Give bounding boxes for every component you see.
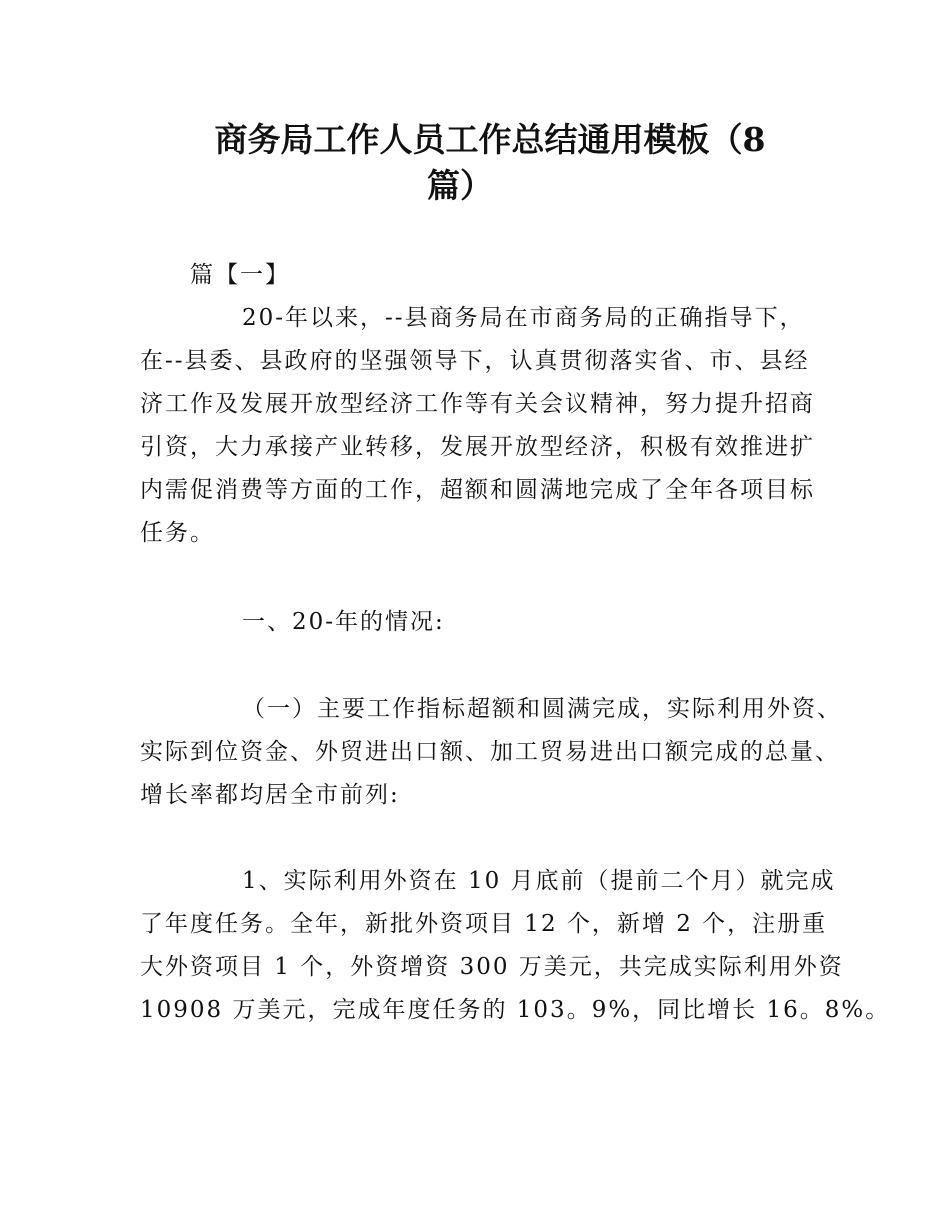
paragraph1-line: 在--县委、县政府的坚强领导下，认真贯彻落实省、市、县经	[140, 348, 810, 374]
section-heading: 篇【一】	[190, 262, 290, 288]
document-title-line1: 商务局工作人员工作总结通用模板（8	[214, 120, 766, 159]
paragraph2-line: 增长率都均居全市前列:	[140, 782, 400, 808]
paragraph3-line: 大外资项目 1 个，外资增资 300 万美元，共完成实际利用外资	[140, 954, 844, 980]
paragraph3-line: 10908 万美元，完成年度任务的 103。9%，同比增长 16。8%。	[140, 997, 891, 1023]
paragraph3-line: 1、实际利用外资在 10 月底前（提前二个月）就完成	[242, 868, 836, 894]
paragraph1-line: 任务。	[140, 520, 215, 546]
document-title-line2: 篇）	[427, 166, 493, 205]
situation-heading: 一、20-年的情况:	[242, 609, 445, 635]
paragraph3-line: 了年度任务。全年，新批外资项目 12 个，新增 2 个，注册重	[140, 911, 828, 937]
paragraph2-line: （一）主要工作指标超额和圆满完成，实际利用外资、	[242, 696, 842, 722]
paragraph1-line: 20-年以来，--县商务局在市商务局的正确指导下，	[242, 305, 805, 331]
paragraph1-line: 济工作及发展开放型经济工作等有关会议精神，努力提升招商	[140, 391, 815, 417]
paragraph2-line: 实际到位资金、外贸进出口额、加工贸易进出口额完成的总量、	[140, 739, 840, 765]
paragraph1-line: 引资，大力承接产业转移，发展开放型经济，积极有效推进扩	[140, 434, 815, 460]
paragraph1-line: 内需促消费等方面的工作，超额和圆满地完成了全年各项目标	[140, 477, 815, 503]
